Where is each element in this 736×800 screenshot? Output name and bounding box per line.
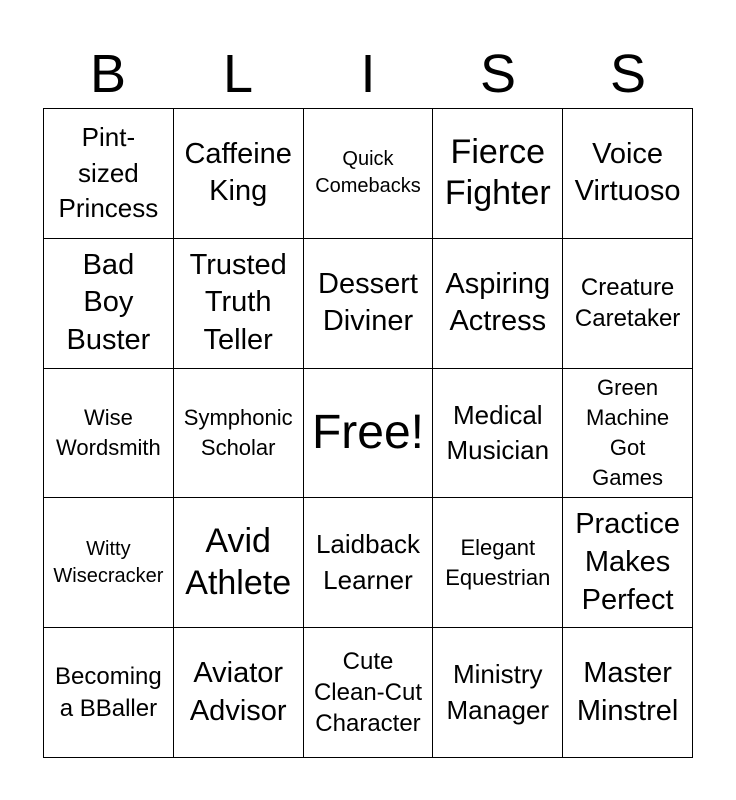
header-letter-l: L	[222, 44, 254, 104]
cell-text: Trusted Truth Teller	[189, 248, 287, 357]
bingo-cell-r1c4[interactable]	[433, 109, 563, 239]
bingo-header	[43, 40, 693, 108]
bingo-cell-r5c3[interactable]	[304, 628, 434, 758]
free-space-text: Free!	[311, 406, 424, 460]
bingo-cell-r3c2[interactable]	[174, 369, 304, 499]
bingo-cell-r2c1[interactable]	[44, 239, 174, 369]
cell-text: Wise Wordsmith	[56, 405, 161, 460]
cell-text: Caffeine King	[184, 137, 292, 208]
cell-text: Dessert Diviner	[318, 267, 418, 338]
cell-text: Pint- sized Princess	[58, 122, 159, 224]
bingo-cell-r5c4[interactable]	[433, 628, 563, 758]
bingo-cell-r5c2[interactable]	[174, 628, 304, 758]
cell-text: Green Machine Got Games	[586, 375, 670, 490]
cell-text: Bad Boy Buster	[66, 248, 151, 357]
bingo-cell-r1c5[interactable]	[563, 109, 693, 239]
bingo-grid	[43, 108, 693, 758]
bingo-cell-r4c4[interactable]	[433, 498, 563, 628]
bingo-cell-r3c5[interactable]	[563, 369, 693, 499]
cell-text: Fierce Fighter	[444, 132, 551, 213]
cell-text: Aspiring Actress	[445, 267, 551, 338]
cell-text: Master Minstrel	[576, 656, 679, 727]
bingo-cell-r4c2[interactable]	[174, 498, 304, 628]
bingo-cell-r3c4[interactable]	[433, 369, 563, 499]
header-letter-s2: S	[609, 44, 647, 104]
bingo-cell-r1c2[interactable]	[174, 109, 304, 239]
bingo-cell-r5c5[interactable]	[563, 628, 693, 758]
bingo-cell-free[interactable]	[304, 369, 434, 499]
bingo-cell-r2c5[interactable]	[563, 239, 693, 369]
cell-text: Symphonic Scholar	[183, 405, 293, 460]
cell-text: Becoming a BBaller	[55, 663, 162, 722]
bingo-cell-r5c1[interactable]	[44, 628, 174, 758]
bingo-cell-r2c2[interactable]	[174, 239, 304, 369]
bingo-cell-r1c3[interactable]	[304, 109, 434, 239]
cell-text: Elegant Equestrian	[445, 534, 551, 590]
bingo-cell-r1c1[interactable]	[44, 109, 174, 239]
bingo-cell-r4c5[interactable]	[563, 498, 693, 628]
header-letter-s1: S	[479, 44, 517, 104]
cell-text: Practice Makes Perfect	[575, 508, 680, 616]
bingo-cell-r3c1[interactable]	[44, 369, 174, 499]
cell-text: Laidback Learner	[315, 529, 421, 595]
header-letter-i: I	[360, 44, 376, 104]
cell-text: Voice Virtuoso	[574, 137, 681, 208]
cell-text: Creature Caretaker	[574, 274, 681, 333]
bingo-cell-r4c1[interactable]	[44, 498, 174, 628]
cell-text: Cute Clean-Cut Character	[313, 647, 423, 738]
cell-text: Medical Musician	[446, 399, 550, 465]
cell-text: Ministry Manager	[446, 659, 550, 725]
bingo-cell-r4c3[interactable]	[304, 498, 434, 628]
header-letter-b: B	[89, 44, 127, 104]
cell-text: Witty Wisecracker	[53, 537, 164, 587]
cell-text: Aviator Advisor	[189, 656, 287, 727]
bingo-cell-r2c3[interactable]	[304, 239, 434, 369]
bingo-cell-r2c4[interactable]	[433, 239, 563, 369]
cell-text: Avid Athlete	[185, 522, 292, 602]
cell-text: Quick Comebacks	[315, 148, 421, 198]
